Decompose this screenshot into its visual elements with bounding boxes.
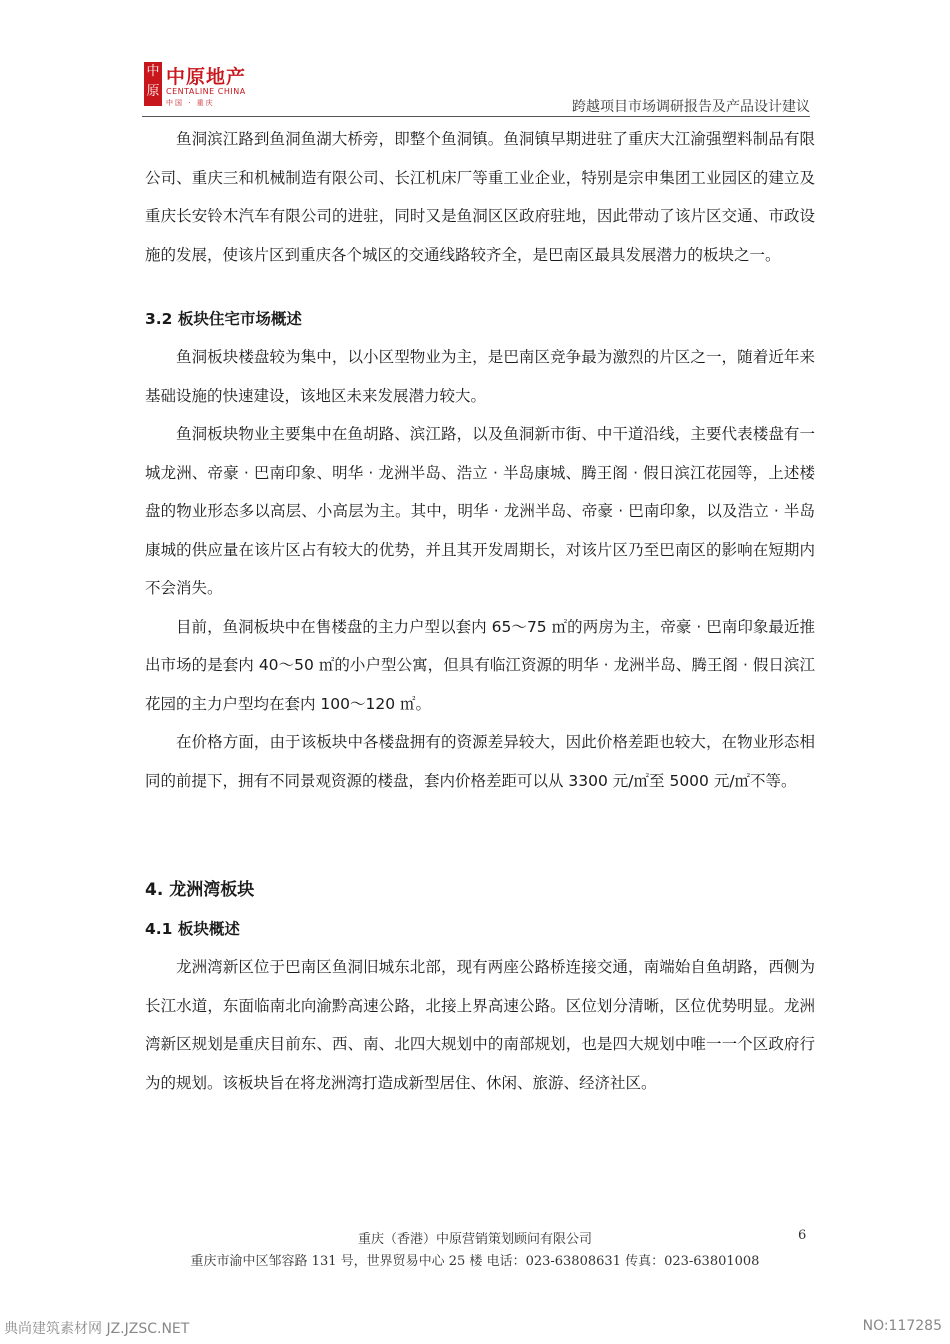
watermark-left: 典尚建筑素材网 JZ.JZSC.NET xyxy=(4,1321,190,1337)
paragraph-yudong-intro: 鱼洞滨江路到鱼洞鱼湖大桥旁，即整个鱼洞镇。鱼洞镇早期进驻了重庆大江渝强塑料制品有限公司、重庆三和机械制造有限公司、长江机床厂等重工业企业，特别是宗申集团工业园区的建立及重庆长安铃木汽车有限公司的进驻，同时又是鱼洞区区政府驻地，因此带动了该片区交通、市政设施的发展，使该片区到重庆各个城区的交通线路较齐全，是巴南区最具发展潜力的板块之一。 xyxy=(145,130,815,264)
centaline-logo xyxy=(144,62,264,108)
paragraph-market-overview: 鱼洞板块楼盘较为集中，以小区型物业为主，是巴南区竞争最为激烈的片区之一，随着近年来基础设施的快速建设，该地区未来发展潜力较大。 xyxy=(145,348,815,405)
header-divider xyxy=(142,116,810,117)
section-heading-4-1: 4.1 板块概述 xyxy=(145,920,240,938)
document-body xyxy=(145,120,815,1102)
section-heading-3-2: 3.2 板块住宅市场概述 xyxy=(145,310,302,328)
chapter-heading-4: 4. 龙洲湾板块 xyxy=(145,880,255,900)
paragraph-property-distribution: 鱼洞板块物业主要集中在鱼胡路、滨江路，以及鱼洞新市街、中干道沿线，主要代表楼盘有一城龙洲、帝豪 · 巴南印象、明华 · 龙洲半岛、浩立 · 半岛康城、腾王阁 · 假日滨江花园等，上述楼盘的物业形态多以高层、小高层为主。其中，明华 · 龙洲半岛、帝豪 · 巴南印象，以及浩立 · 半岛康城的供应量在该片区占有较大的优势，并且其开发周期长，对该片区乃至巴南区的影响在短期内不会消失。 xyxy=(145,425,815,597)
footer-address: 重庆市渝中区邹容路 131 号，世界贸易中心 25 楼 电话：023-63808631 传真：023-63801008 xyxy=(190,1254,760,1269)
footer-company: 重庆（香港）中原营销策划顾问有限公司 xyxy=(357,1232,592,1247)
report-title: 跨越项目市场调研报告及产品设计建议 xyxy=(572,99,810,115)
paragraph-unit-types: 目前，鱼洞板块中在售楼盘的主力户型以套内 65～75 ㎡的两房为主，帝豪 · 巴南印象最近推出市场的是套内 40～50 ㎡的小户型公寓，但具有临江资源的明华 · 龙洲半岛、腾王阁 · 假日滨江花园的主力户型均在套内 100～120 ㎡。 xyxy=(145,617,815,713)
paragraph-pricing: 在价格方面，由于该板块中各楼盘拥有的资源差异较大，因此价格差距也较大，在物业形态相同的前提下，拥有不同景观资源的楼盘，套内价格差距可以从 3300 元/㎡至 5000 元/㎡不等。 xyxy=(145,733,815,790)
logo-seal: 中原 xyxy=(144,62,162,106)
logo-brand-en: CENTALINE CHINA xyxy=(166,87,246,96)
logo-city: 中国 · 重庆 xyxy=(166,99,215,107)
paragraph-longzhouwan-overview: 龙洲湾新区位于巴南区鱼洞旧城东北部，现有两座公路桥连接交通，南端始自鱼胡路，西侧为长江水道，东面临南北向渝黔高速公路，北接上界高速公路。区位划分清晰，区位优势明显。龙洲湾新区规划是重庆目前东、西、南、北四大规划中的南部规划，也是四大规划中唯一一个区政府行为的规划。该板块旨在将龙洲湾打造成新型居住、休闲、旅游、经济社区。 xyxy=(145,958,815,1092)
logo-brand-cn: 中原地产 xyxy=(166,66,247,88)
watermark-right: NO:117285 xyxy=(862,1318,942,1334)
page-number: 6 xyxy=(798,1228,807,1243)
